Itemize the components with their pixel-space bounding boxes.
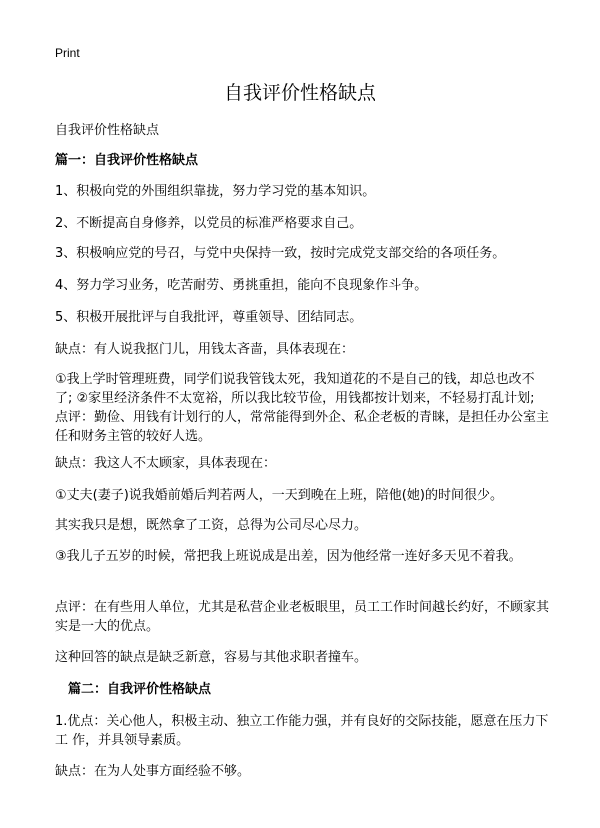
list-item: 5、积极开展批评与自我批评，尊重领导、团结同志。: [55, 310, 363, 325]
list-item: 4、努力学习业务，吃苦耐劳、勇挑重担，能向不良现象作斗争。: [55, 278, 428, 293]
weakness-paragraph: 缺点：在为人处事方面经验不够。: [55, 764, 251, 779]
section-heading-1: 篇一：自我评价性格缺点: [55, 153, 199, 168]
page-title: 自我评价性格缺点: [223, 82, 376, 104]
list-item: 3、积极响应党的号召，与党中央保持一致，按时完成党支部交给的各项任务。: [55, 246, 506, 261]
flaw-intro-2: 缺点：我这人不太顾家，具体表现在：: [55, 456, 277, 471]
flaw-detail-1: ①我上学时管理班费，同学们说我管钱太死，我知道花的不是自己的钱，却总也改不了; ②家里经济条件不太宽裕，所以我比较节俭，用钱都按计划来，不轻易打乱计划; 点评：勤俭、用钱有计划行的人，常常能得到外企、私企老板的青睐，是担任办公室主任和财务主管的较好人选。: [55, 372, 550, 444]
list-item: 1、积极向党的外围组织靠拢，努力学习党的基本知识。: [55, 184, 376, 199]
section-heading-2: 篇二：自我评价性格缺点: [68, 682, 212, 697]
strength-paragraph: 1.优点：关心他人，积极主动、独立工作能力强，并有良好的交际技能，愿意在压力下工 作，并具领导素质。: [55, 714, 549, 748]
conclusion-paragraph: 这种回答的缺点是缺乏新意，容易与其他求职者撞车。: [55, 650, 368, 665]
flaw-intro-1: 缺点：有人说我抠门儿，用钱太吝啬，具体表现在：: [55, 342, 355, 357]
document-subtitle: 自我评价性格缺点: [55, 123, 160, 138]
flaw-thought: 其实我只是想，既然拿了工资，总得为公司尽心尽力。: [55, 518, 368, 533]
comment-paragraph: 点评：在有些用人单位，尤其是私营企业老板眼里，员工工作时间越长约好，不顾家其实是一大的优点。: [55, 600, 550, 634]
list-item: 2、不断提高自身修养，以党员的标准严格要求自己。: [55, 216, 363, 231]
flaw-point-1: ①丈夫(妻子)说我婚前婚后判若两人，一天到晚在上班，陪他(她)的时间很少。: [55, 488, 503, 503]
flaw-point-3: ③我儿子五岁的时候，常把我上班说成是出差，因为他经常一连好多天见不着我。: [55, 549, 522, 564]
print-label: Print: [55, 46, 80, 60]
